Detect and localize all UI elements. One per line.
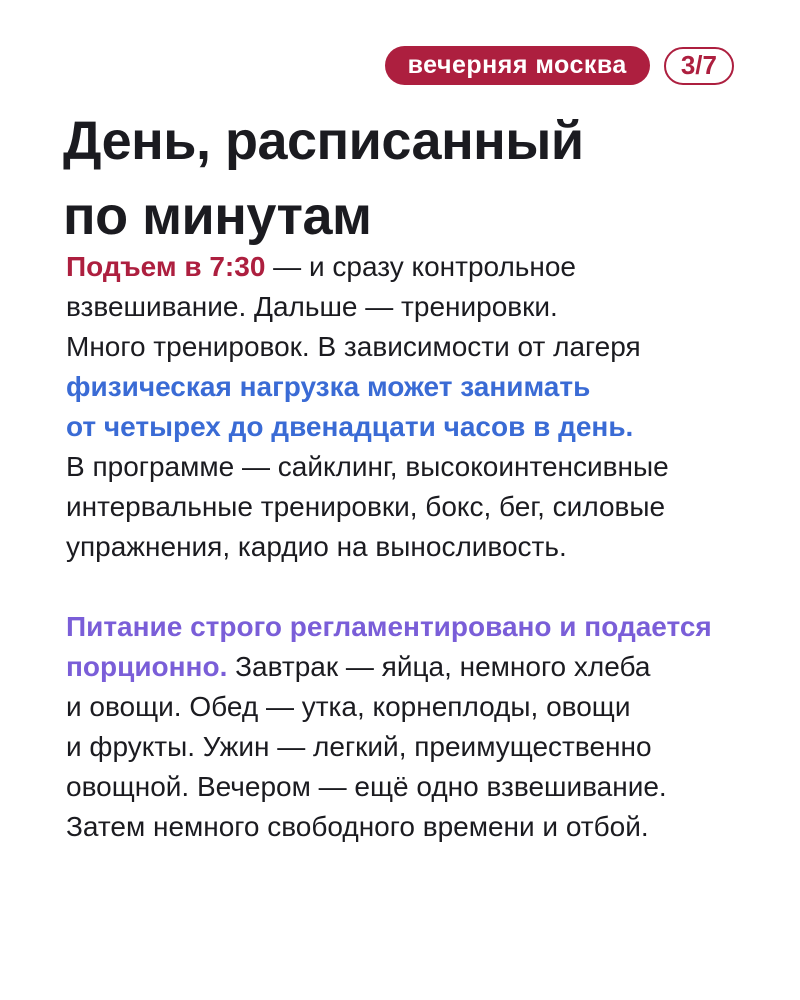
wakeup-time-highlight: Подъем в 7:30 (66, 251, 266, 282)
page-title-line1: День, расписанный (63, 111, 584, 171)
page-title-line2: по минутам (63, 186, 372, 246)
paragraph2-line5: овощной. Вечером — ещё одно взвешивание. (66, 771, 667, 802)
brand-badge (385, 46, 650, 85)
paragraph2-line2-rest: Завтрак — яйца, немного хлеба (227, 651, 651, 682)
paragraph-nutrition (66, 607, 766, 847)
paragraph2-line4: и фрукты. Ужин — легкий, преимущественно (66, 731, 652, 762)
slide-counter-label: 3/7 (680, 50, 717, 80)
slide-counter-pill (664, 47, 734, 85)
workload-highlight-line2: от четырех до двенадцати часов в день. (66, 411, 634, 442)
nutrition-highlight-line2: порционно. (66, 651, 228, 682)
paragraph2-line3: и овощи. Обед — утка, корнеплоды, овощи (66, 691, 631, 722)
nutrition-highlight-line1: Питание строго регламентировано и подается (66, 611, 712, 642)
paragraph-daily-schedule (66, 247, 766, 567)
body-text (66, 247, 766, 847)
paragraph1-line1-rest: — и сразу контрольное (265, 251, 577, 282)
brand-badge-label: вечерняя москва (407, 51, 627, 79)
paragraph1-line8: упражнения, кардио на выносливость. (66, 531, 567, 562)
paragraph1-line3: Много тренировок. В зависимости от лагеря (66, 331, 641, 362)
paragraph2-line6: Затем немного свободного времени и отбой. (66, 811, 649, 842)
workload-highlight-line1: физическая нагрузка может занимать (66, 371, 591, 402)
paragraph1-line2: взвешивание. Дальше — тренировки. (66, 291, 558, 322)
paragraph1-line6: В программе — сайклинг, высокоинтенсивные (66, 451, 669, 482)
header-badges (385, 46, 734, 85)
paragraph1-line7: интервальные тренировки, бокс, бег, силовые (66, 491, 666, 522)
page-title (63, 104, 584, 254)
